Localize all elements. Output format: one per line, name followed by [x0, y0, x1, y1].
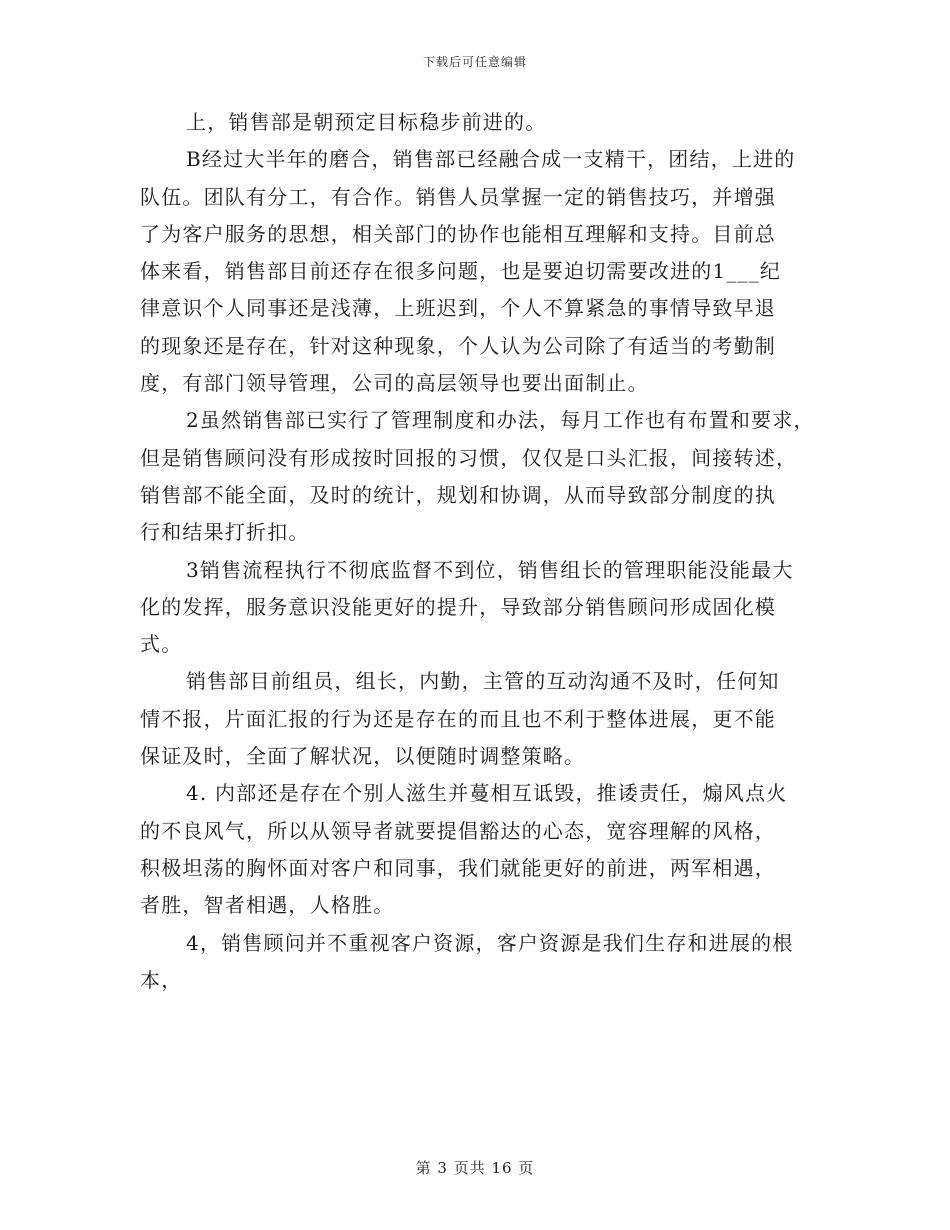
text-line: 者胜，智者相遇，人格胜。: [140, 893, 395, 918]
text-line: 4，销售顾问并不重视客户资源，客户资源是我们生存和进展的根: [186, 930, 794, 955]
text-line: 本，: [140, 967, 183, 992]
text-line: 但是销售顾问没有形成按时回报的习惯，仅仅是口头汇报，间接转述，: [140, 445, 798, 470]
text-line: 度，有部门领导管理，公司的高层领导也要出面制止。: [140, 371, 649, 396]
paragraph: [140, 925, 830, 1000]
paragraph: [140, 141, 830, 402]
text-line: 销售部目前组员，组长，内勤，主管的互动沟通不及时，任何知: [186, 669, 780, 694]
text-line: 的现象还是存在，针对这种现象，个人认为公司除了有适当的考勤制: [140, 333, 776, 358]
page-header: 下载后可任意编辑: [422, 55, 527, 69]
text-line: 上，销售部是朝预定目标稳步前进的。: [186, 110, 547, 134]
document-body: [140, 104, 830, 999]
text-line: 化的发挥，服务意识没能更好的提升，导致部分销售顾问形成固化模: [140, 594, 776, 619]
text-line: 积极坦荡的胸怀面对客户和同事，我们就能更好的前进，两军相遇，: [140, 855, 776, 880]
paragraph: [140, 104, 830, 141]
text-line: 律意识个人同事还是浅薄，上班迟到，个人不算紧急的事情导致早退: [140, 296, 776, 321]
text-line: 体来看，销售部目前还存在很多问题，也是要迫切需要改进的1___纪: [140, 259, 782, 284]
page-footer: 第 3 页共 16 页: [415, 1159, 535, 1177]
text-line: 情不报，片面汇报的行为还是存在的而且也不利于整体进展，更不能: [140, 706, 776, 731]
text-line: B经过大半年的磨合，销售部已经融合成一支精干，团结，上进的: [186, 147, 796, 172]
text-line: 的不良风气，所以从领导者就要提倡豁达的心态，宽容理解的风格，: [140, 818, 776, 843]
paragraph: [140, 775, 830, 924]
text-line: 行和结果打折扣。: [140, 520, 310, 545]
text-line: 销售部不能全面，及时的统计，规划和协调，从而导致部分制度的执: [140, 482, 776, 507]
text-line: 3销售流程执行不彻底监督不到位，销售组长的管理职能没能最大: [186, 557, 794, 582]
text-line: 队伍。团队有分工，有合作。销售人员掌握一定的销售技巧，并增强: [140, 184, 776, 209]
paragraph: [140, 552, 830, 664]
paragraph: [140, 402, 830, 551]
text-line: 4. 内部还是存在个别人滋生并蔓相互诋毁，推诿责任，煽风点火: [186, 781, 788, 806]
paragraph: [140, 663, 830, 775]
text-line: 保证及时，全面了解状况，以便随时调整策略。: [140, 744, 586, 769]
text-line: 2虽然销售部已实行了管理制度和办法，每月工作也有布置和要求，: [186, 408, 815, 433]
text-line: 了为客户服务的思想，相关部门的协作也能相互理解和支持。目前总: [140, 221, 776, 246]
text-line: 式。: [140, 632, 183, 657]
